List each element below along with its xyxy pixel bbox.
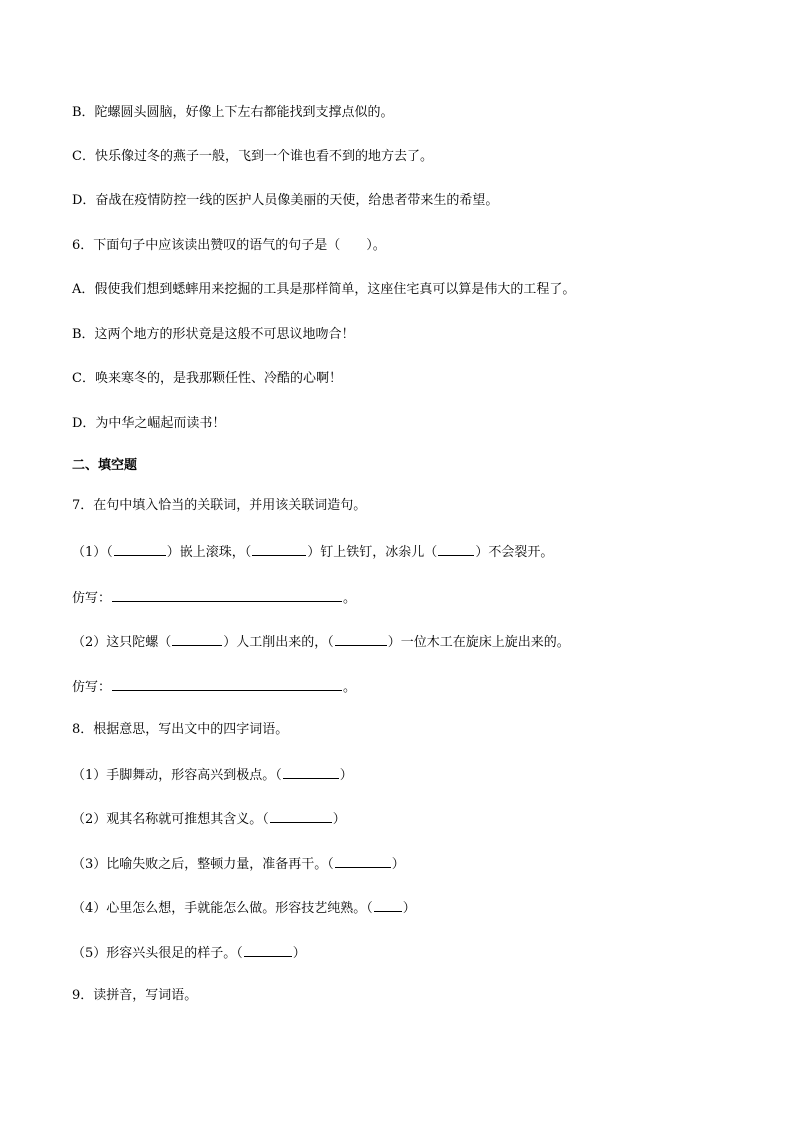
q8-item-5-text: （5）形容兴头很足的样子。（ bbox=[72, 946, 243, 961]
q8-item-5-end: ） bbox=[292, 946, 306, 961]
q8-item-2 bbox=[72, 809, 346, 829]
q7-s1-blank-3[interactable] bbox=[438, 542, 474, 556]
q8-item-5-blank[interactable] bbox=[244, 943, 292, 957]
q8-item-2-end: ） bbox=[332, 812, 346, 827]
q7-imitate-1-end: 。 bbox=[343, 591, 357, 606]
q8-item-3-end: ） bbox=[391, 857, 405, 872]
q7-imitate-1-blank[interactable] bbox=[112, 588, 342, 602]
q8-item-4-text: （4）心里怎么想，手就能怎么做。形容技艺纯熟。（ bbox=[72, 901, 373, 916]
q6-stem: 6．下面句子中应该读出赞叹的语气的句子是（ ）。 bbox=[72, 238, 386, 253]
q7-imitate-1-label: 仿写： bbox=[72, 591, 112, 606]
q8-item-3-text: （3）比喻失败之后，整顿力量，准备再干。（ bbox=[72, 857, 334, 872]
q8-item-3 bbox=[72, 854, 405, 874]
q8-item-3-blank[interactable] bbox=[335, 854, 391, 868]
q8-item-1-end: ） bbox=[339, 768, 353, 783]
section-title-fill-blank: 二、填空题 bbox=[72, 458, 138, 473]
q8-item-4-end: ） bbox=[402, 901, 416, 916]
q9-stem: 9．读拼音，写词语。 bbox=[72, 988, 198, 1003]
q6-option-d: D．为中华之崛起而读书！ bbox=[72, 416, 226, 431]
q6-option-b: B．这两个地方的形状竟是这般不可思议地吻合！ bbox=[72, 327, 355, 342]
q7-s1-part1: （1）（ bbox=[72, 545, 113, 560]
q8-item-4 bbox=[72, 898, 416, 918]
q5-option-b: B．陀螺圆头圆脑，好像上下左右都能找到支撑点似的。 bbox=[72, 105, 394, 120]
q7-sentence-1 bbox=[72, 542, 553, 562]
q7-s2-part1: （2）这只陀螺（ bbox=[72, 635, 172, 650]
q7-stem: 7．在句中填入恰当的关联词，并用该关联词造句。 bbox=[72, 498, 367, 513]
q6-option-a: A．假使我们想到蟋蟀用来挖掘的工具是那样简单，这座住宅真可以算是伟大的工程了。 bbox=[72, 282, 576, 297]
q7-s2-blank-2[interactable] bbox=[335, 632, 387, 646]
q5-option-d: D．奋战在疫情防控一线的医护人员像美丽的天使，给患者带来生的希望。 bbox=[72, 193, 499, 208]
q8-stem: 8．根据意思，写出文中的四字词语。 bbox=[72, 722, 289, 737]
q7-s1-blank-2[interactable] bbox=[252, 542, 306, 556]
q8-item-5 bbox=[72, 943, 306, 963]
q6-option-c: C．唤来寒冬的，是我那颗任性、冷酷的心啊！ bbox=[72, 371, 342, 386]
q7-imitate-2-blank[interactable] bbox=[112, 677, 342, 691]
q7-s1-part2: ）嵌上滚珠，（ bbox=[166, 545, 252, 560]
q8-item-2-text: （2）观其名称就可推想其含义。（ bbox=[72, 812, 269, 827]
q7-s2-part2: ）人工削出来的，（ bbox=[223, 635, 334, 650]
q8-item-1-blank[interactable] bbox=[283, 765, 339, 779]
q7-s2-blank-1[interactable] bbox=[172, 632, 222, 646]
q8-item-4-blank[interactable] bbox=[374, 898, 402, 912]
q7-s1-part3: ）钉上铁钉，冰尜儿（ bbox=[307, 545, 438, 560]
q7-imitate-2 bbox=[72, 677, 356, 697]
q7-s1-part4: ）不会裂开。 bbox=[475, 545, 554, 560]
q7-s1-blank-1[interactable] bbox=[114, 542, 166, 556]
q8-item-2-blank[interactable] bbox=[270, 809, 332, 823]
q7-sentence-2 bbox=[72, 632, 570, 652]
q7-imitate-1 bbox=[72, 588, 356, 608]
q7-s2-part3: ）一位木工在旋床上旋出来的。 bbox=[387, 635, 570, 650]
q7-imitate-2-label: 仿写： bbox=[72, 680, 112, 695]
q5-option-c: C．快乐像过冬的燕子一般，飞到一个谁也看不到的地方去了。 bbox=[72, 149, 433, 164]
q7-imitate-2-end: 。 bbox=[343, 680, 357, 695]
q8-item-1-text: （1）手脚舞动，形容高兴到极点。（ bbox=[72, 768, 282, 783]
q8-item-1 bbox=[72, 765, 353, 785]
